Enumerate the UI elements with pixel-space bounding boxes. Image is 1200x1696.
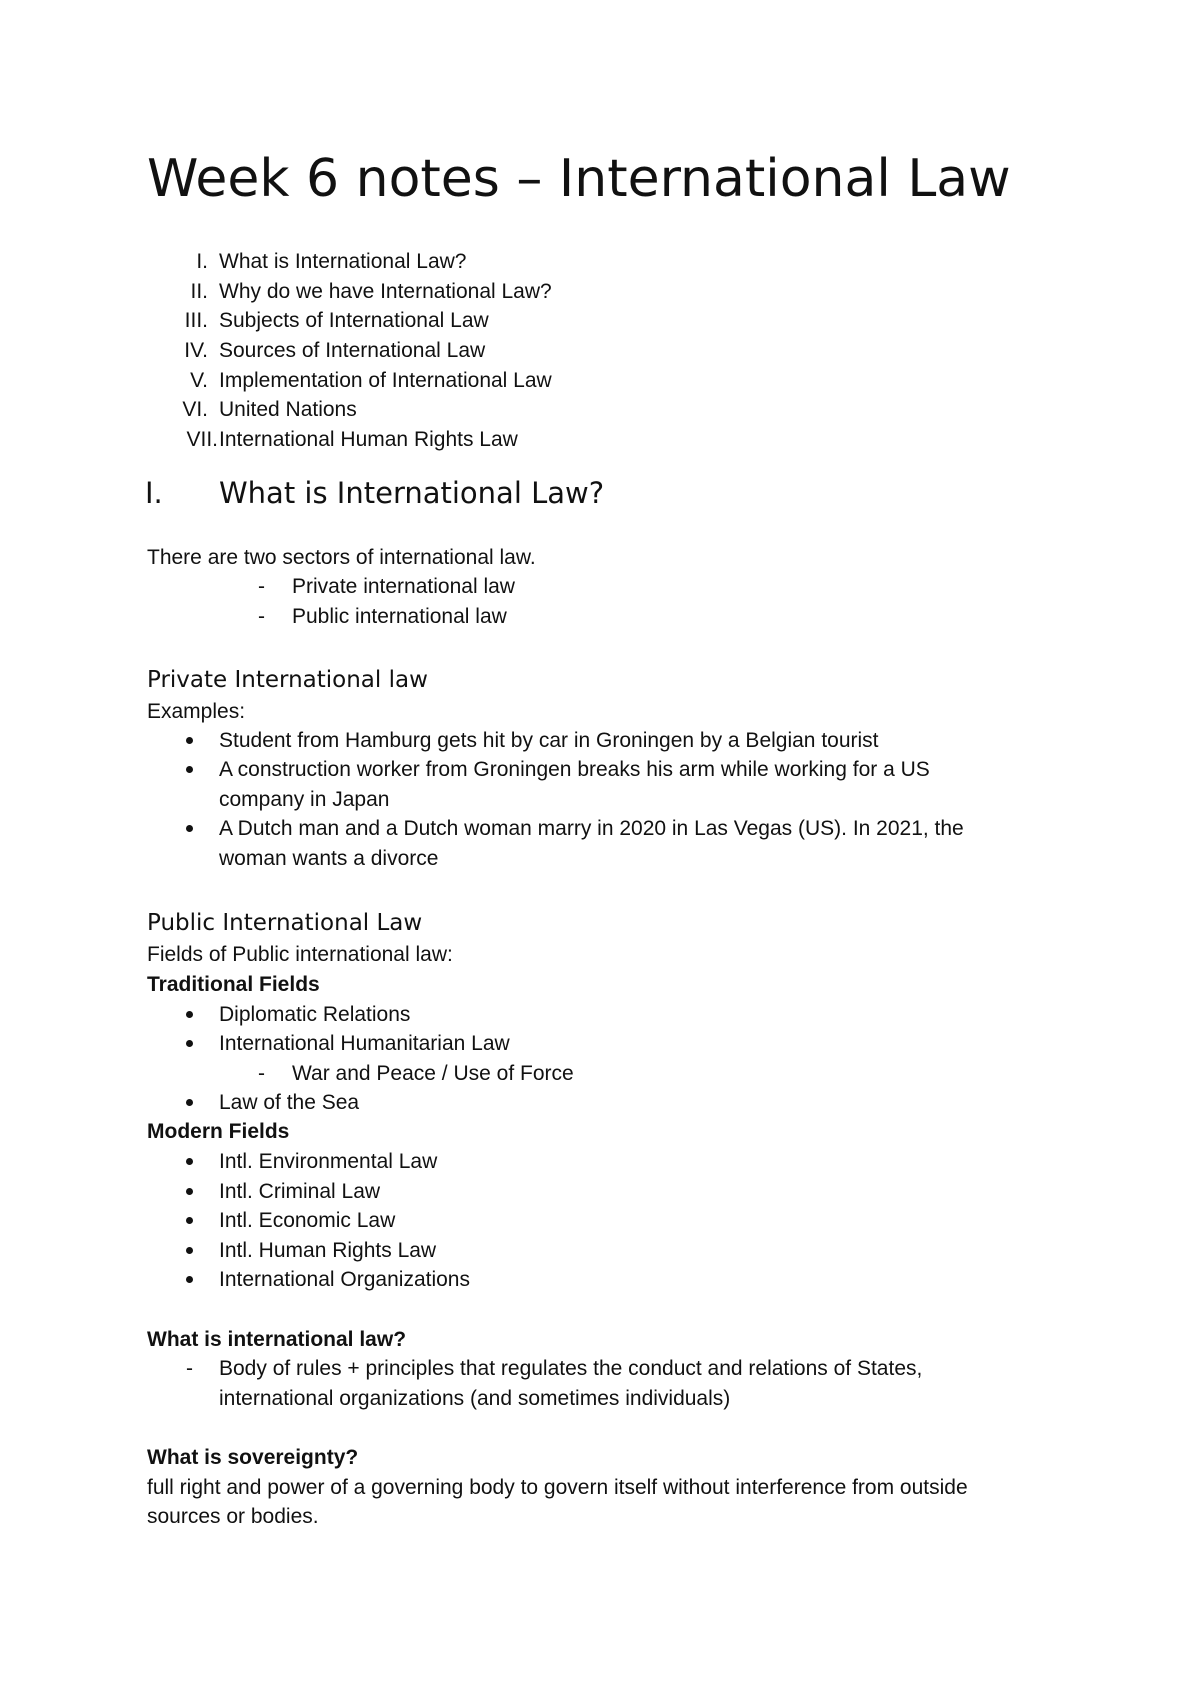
bullet-dot (186, 1040, 193, 1047)
toc-item: Implementation of International Law (219, 369, 552, 392)
toc-marker: VII. (186, 428, 218, 451)
dash-marker: - (258, 605, 265, 628)
traditional-fields-label: Traditional Fields (147, 973, 320, 996)
question-heading: What is sovereignty? (147, 1446, 359, 1469)
field-item: Law of the Sea (219, 1091, 360, 1114)
bullet-dot (186, 1158, 193, 1165)
subsection-heading: Private International law (147, 667, 428, 693)
modern-fields-label: Modern Fields (147, 1120, 290, 1143)
field-item: International Organizations (219, 1268, 470, 1291)
toc-item: What is International Law? (219, 250, 467, 273)
answer-text-continued: international organizations (and sometimes individuals) (219, 1387, 731, 1410)
toc-item: Sources of International Law (219, 339, 486, 362)
section-intro: There are two sectors of international law. (147, 546, 536, 569)
bullet-dot (186, 1217, 193, 1224)
section-heading: What is International Law? (219, 476, 605, 510)
example-item-continued: woman wants a divorce (219, 847, 439, 870)
bullet-dot (186, 1247, 193, 1254)
answer-text: Body of rules + principles that regulates the conduct and relations of States, (219, 1357, 923, 1380)
field-item: International Humanitarian Law (219, 1032, 510, 1055)
example-item-continued: company in Japan (219, 788, 390, 811)
field-subitem: War and Peace / Use of Force (292, 1062, 574, 1085)
field-item: Diplomatic Relations (219, 1003, 411, 1026)
toc-marker: I. (196, 250, 208, 273)
dash-marker: - (258, 575, 265, 598)
field-item: Intl. Environmental Law (219, 1150, 438, 1173)
subsection-heading: Public International Law (147, 910, 423, 936)
toc-marker: V. (190, 369, 208, 392)
toc-marker: III. (184, 309, 208, 332)
toc-item: Why do we have International Law? (219, 280, 552, 303)
toc-marker: IV. (184, 339, 208, 362)
bullet-dot (186, 1276, 193, 1283)
field-item: Intl. Criminal Law (219, 1180, 381, 1203)
toc-item: International Human Rights Law (219, 428, 518, 451)
dash-marker: - (186, 1357, 193, 1380)
examples-label: Examples: (147, 700, 246, 723)
page-title: Week 6 notes – International Law (147, 149, 1011, 209)
section-marker: I. (145, 476, 163, 510)
toc-marker: VI. (182, 398, 208, 421)
dash-marker: - (258, 1062, 265, 1085)
bullet-dot (186, 1188, 193, 1195)
bullet-dot (186, 1099, 193, 1106)
toc-marker: II. (190, 280, 208, 303)
sector-item: Private international law (292, 575, 515, 598)
definition-text: full right and power of a governing body to govern itself without interference from outside (147, 1476, 968, 1499)
bullet-dot (186, 825, 193, 832)
example-item: A Dutch man and a Dutch woman marry in 2020 in Las Vegas (US). In 2021, the (219, 817, 964, 840)
sector-item: Public international law (292, 605, 507, 628)
example-item: Student from Hamburg gets hit by car in Groningen by a Belgian tourist (219, 729, 879, 752)
bullet-dot (186, 1011, 193, 1018)
example-item: A construction worker from Groningen breaks his arm while working for a US (219, 758, 930, 781)
fields-label: Fields of Public international law: (147, 943, 453, 966)
question-heading: What is international law? (147, 1328, 407, 1351)
bullet-dot (186, 737, 193, 744)
toc-item: Subjects of International Law (219, 309, 489, 332)
field-item: Intl. Human Rights Law (219, 1239, 437, 1262)
field-item: Intl. Economic Law (219, 1209, 396, 1232)
toc-item: United Nations (219, 398, 357, 421)
bullet-dot (186, 766, 193, 773)
definition-text-continued: sources or bodies. (147, 1505, 319, 1528)
